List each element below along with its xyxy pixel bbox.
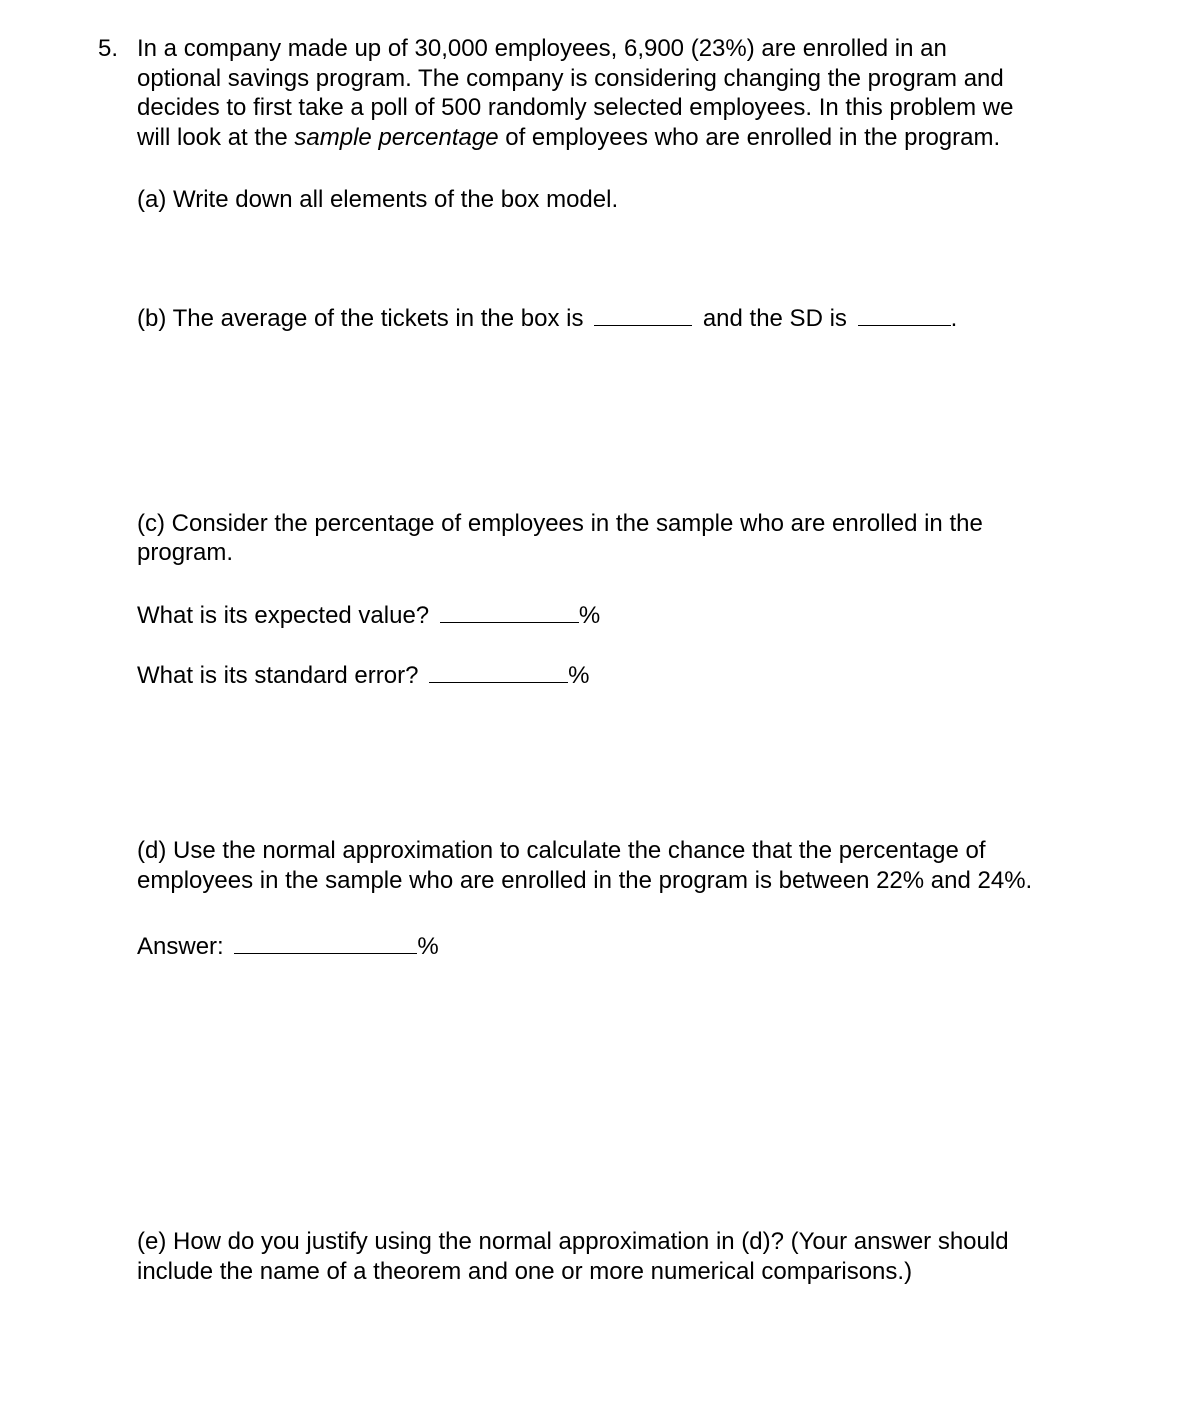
stem-line-2: optional savings program. The company is considering changing the program and <box>137 64 1004 92</box>
part-d-line-2: employees in the sample who are enrolled in the program is between 22% and 24%. <box>137 867 1033 894</box>
part-d-answer-row <box>137 931 439 962</box>
sd-answer-blank[interactable] <box>858 303 951 326</box>
average-answer-blank[interactable] <box>594 303 692 326</box>
stem-emphasis: sample percentage <box>294 123 499 151</box>
standard-error-row <box>137 660 589 691</box>
expected-value-label: What is its expected value? <box>137 602 430 629</box>
stem-line-3: decides to first take a poll of 500 randomly selected employees. In this problem we <box>137 94 1014 121</box>
standard-error-blank[interactable] <box>429 660 568 683</box>
part-d-answer-label: Answer: <box>137 933 224 960</box>
part-a-text: (a) Write down all elements of the box model. <box>137 186 619 213</box>
stem-last-suffix: of employees who are enrolled in the program. <box>498 123 1001 151</box>
expected-value-blank[interactable] <box>440 600 579 623</box>
part-d-answer-unit: % <box>417 933 439 960</box>
standard-error-label: What is its standard error? <box>137 662 419 689</box>
part-e-line-1: (e) How do you justify using the normal approximation in (d)? (Your answer should <box>137 1228 1009 1255</box>
standard-error-unit: % <box>568 662 590 689</box>
part-b-text-middle: and the SD is <box>702 305 847 332</box>
question-number: 5. <box>98 35 119 62</box>
part-b-line <box>137 303 957 334</box>
stem-last-prefix: will look at the <box>137 123 295 151</box>
part-b-period: . <box>950 305 958 332</box>
part-c-line-1: (c) Consider the percentage of employees in the sample who are enrolled in the <box>137 510 983 537</box>
expected-value-row <box>137 600 600 631</box>
part-e-line-2: include the name of a theorem and one or more numerical comparisons.) <box>137 1258 913 1285</box>
stem-line-4 <box>137 123 1097 153</box>
part-d-line-1: (d) Use the normal approximation to calculate the chance that the percentage of <box>137 837 986 864</box>
expected-value-unit: % <box>578 602 601 629</box>
part-d-answer-blank[interactable] <box>234 931 417 954</box>
part-c-line-2: program. <box>137 539 234 566</box>
part-b-text-before: (b) The average of the tickets in the box is <box>137 305 584 332</box>
question-stem <box>137 34 1097 152</box>
stem-line-1: In a company made up of 30,000 employees, 6,900 (23%) are enrolled in an <box>137 35 947 62</box>
